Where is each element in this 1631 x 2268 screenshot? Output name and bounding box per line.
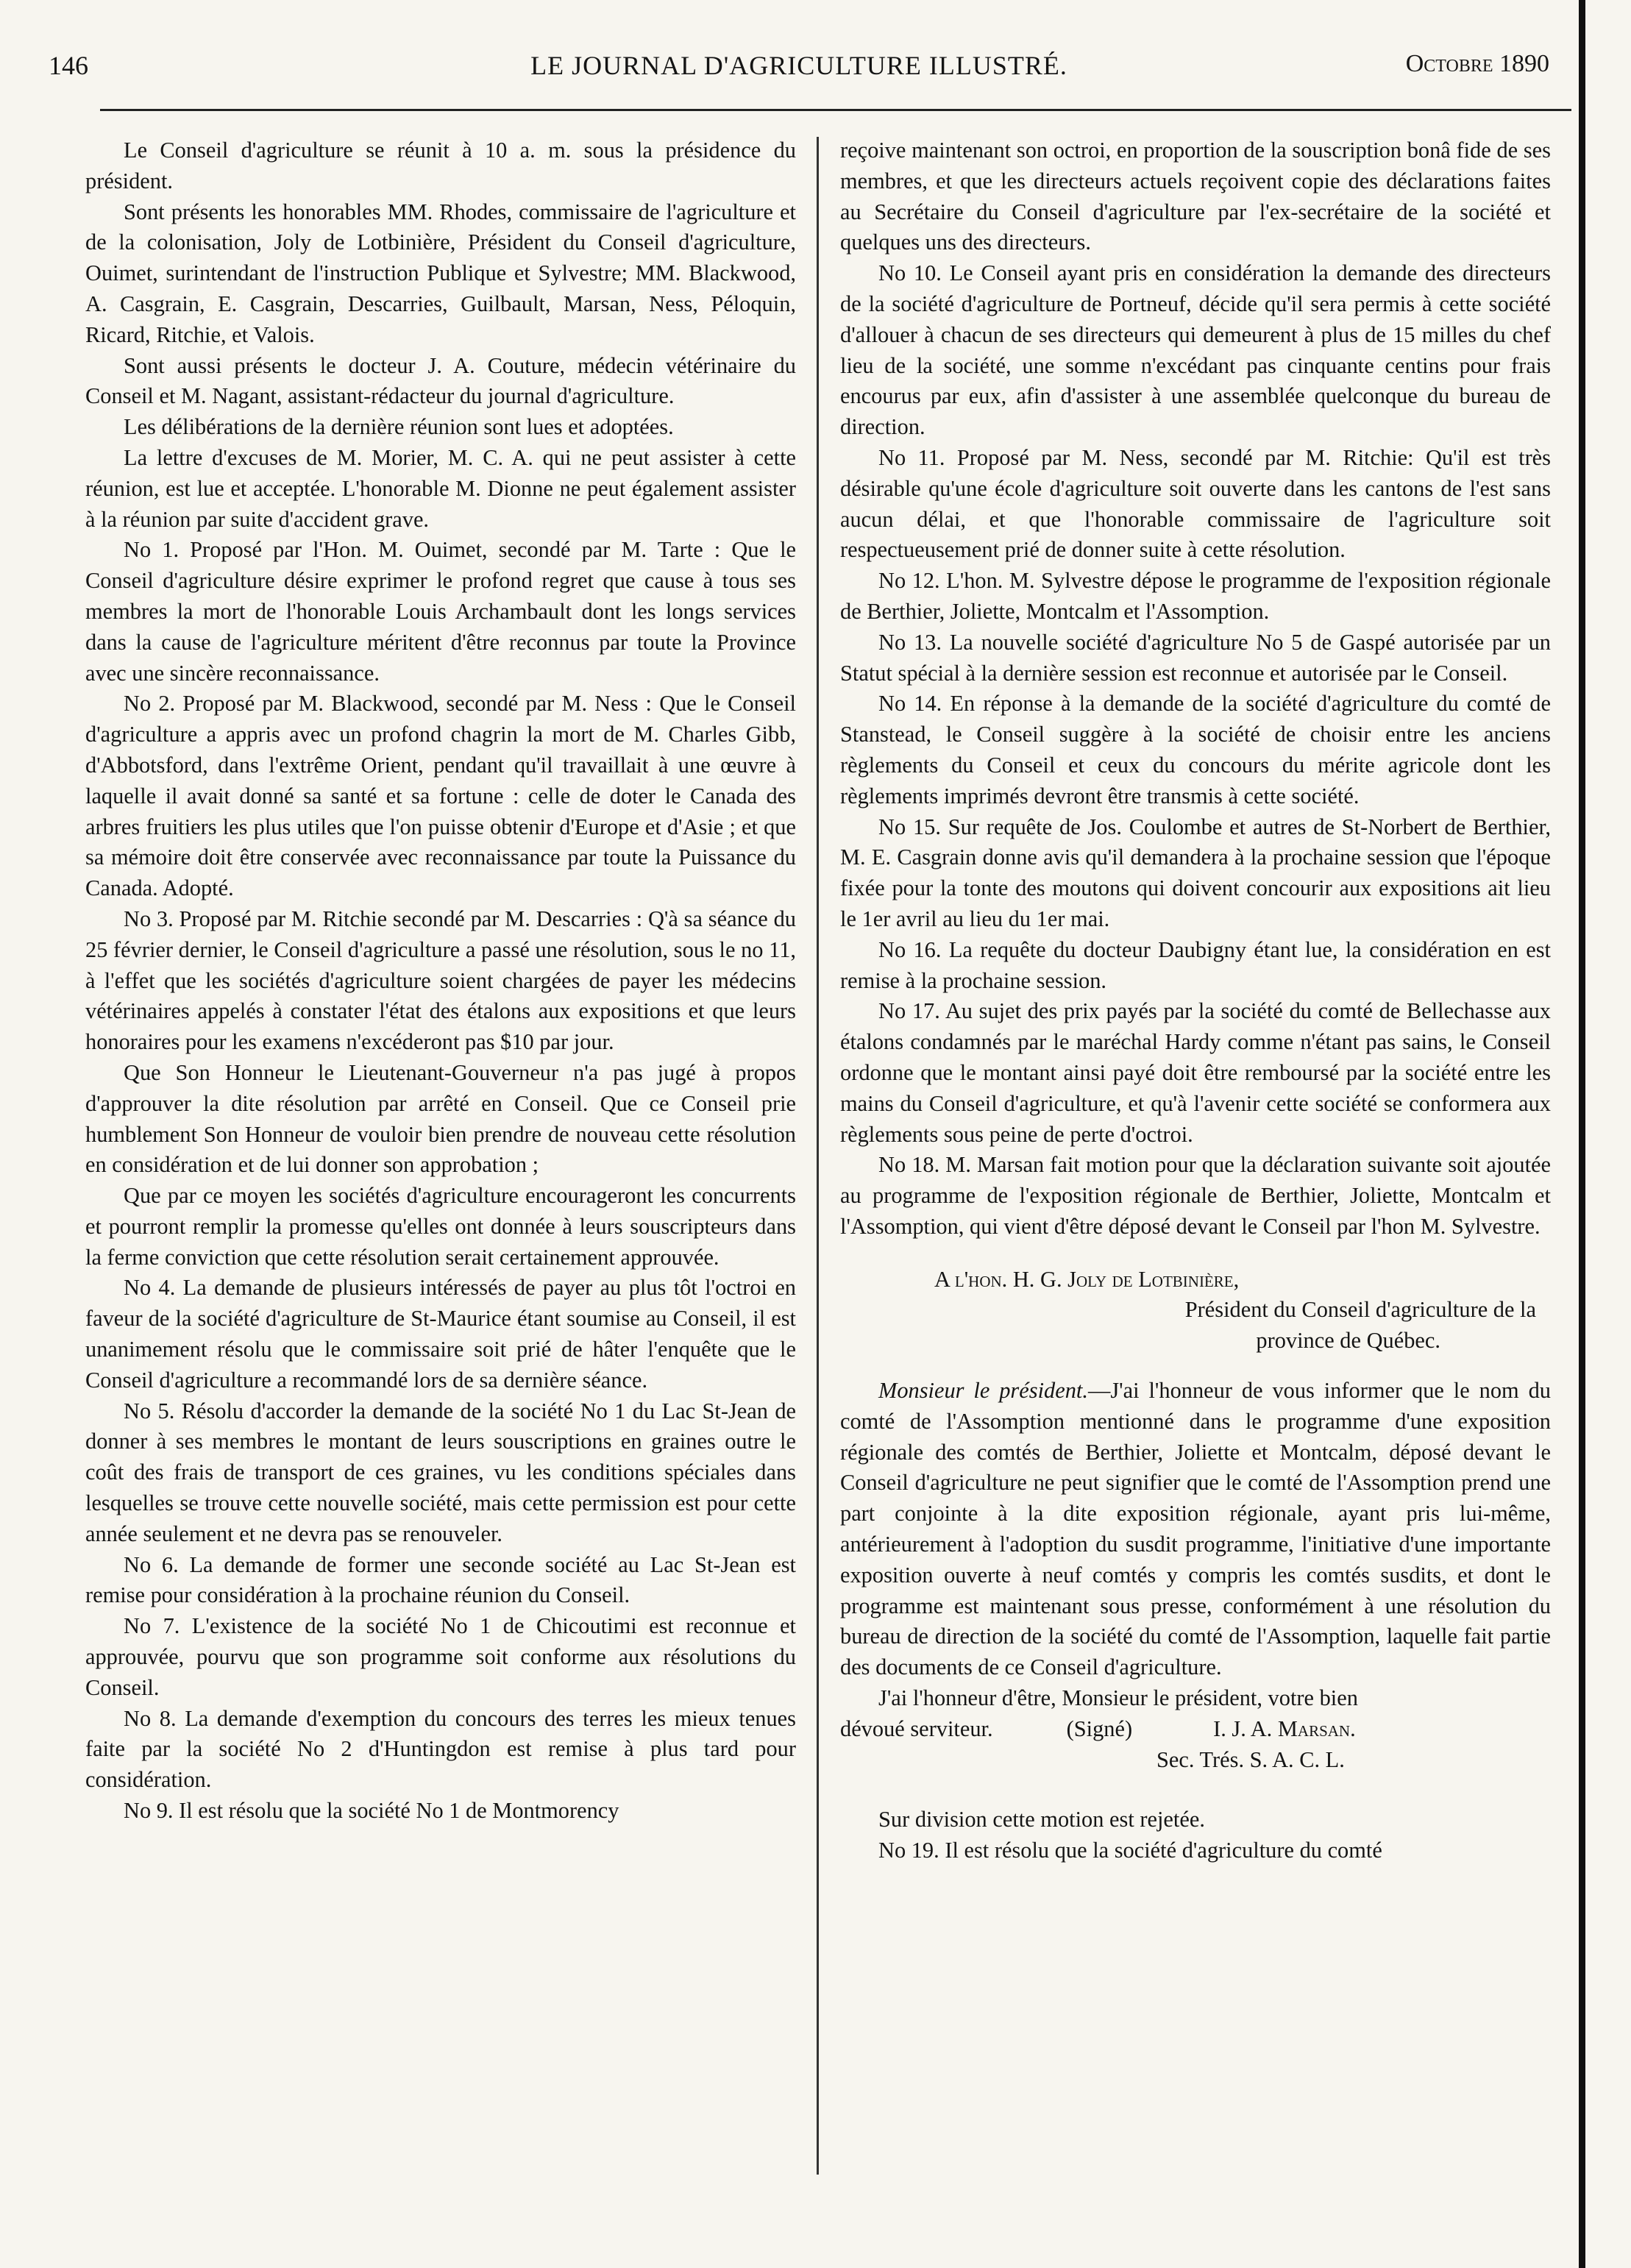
- paragraph: No 17. Au sujet des prix payés par la société du comté de Bellechasse aux étalons condamnés par le maréchal Hardy comme n'étant pas sains, le Conseil ordonne que le montant ainsi payé doit être remboursé par la société entre les mains du Conseil d'agriculture, et qu'à l'avenir cette société se conformera aux règlements sous peine de perte d'octroi.: [840, 998, 1551, 1147]
- letter-text: —J'ai l'honneur de vous informer que le nom du comté de l'Assomption mentionné dans le programme d'une exposition régionale des comtés de Berthier, Joliette et Montcalm, déposé devant le Conseil d'agriculture ne peut signifier que le comté de l'Assomption prend une part conjointe à la dite exposition régionale, ayant pris lui-même, antérieurement à l'adoption du susdit programme, l'initiative d'une importante exposition ouverte à neuf comtés y compris les comtés susdits, et dont le programme est maintenant sous presse, conformément à une résolution du bureau de direction de la société du comté de l'Assomption, laquelle fait partie des documents de ce Conseil d'agriculture.: [840, 1378, 1551, 1680]
- letter-address: [840, 1265, 1551, 1357]
- paragraph: No 4. La demande de plusieurs intéressés de payer au plus tôt l'octroi en faveur de la société d'agriculture de St-Maurice étant soumise au Conseil, il est unanimement résolu que le commissaire soit prié de hâter l'enquête que le Conseil d'agriculture a recommandé lors de sa dernière séance.: [85, 1275, 796, 1393]
- paragraph: No 12. L'hon. M. Sylvestre dépose le programme de l'exposition régionale de Berthier, Joliette, Montcalm et l'Assomption.: [840, 568, 1551, 624]
- paragraph: No 14. En réponse à la demande de la société d'agriculture du comté de Stanstead, le Conseil suggère à la société de choisir entre les anciens règlements du Conseil et ceux du concours du mérite agricole dont les règlements imprimés devront être transmis à cette société.: [840, 691, 1551, 808]
- address-province: province de Québec.: [1256, 1328, 1440, 1354]
- paragraph: Sont aussi présents le docteur J. A. Couture, médecin vétérinaire du Conseil et M. Nagant, assistant-rédacteur du journal d'agriculture.: [85, 352, 796, 409]
- paragraph: No 7. L'existence de la société No 1 de Chicoutimi est reconnue et approuvée, pourvu que son programme soit conforme aux résolutions du Conseil.: [85, 1613, 796, 1700]
- paragraph: No 10. Le Conseil ayant pris en considération la demande des directeurs de la société d'agriculture de Portneuf, décide qu'il sera permis à cette société d'allouer à chacun de ses directeurs qui demeurent à plus de 15 milles du chef lieu de la société, une somme n'excédant pas cinquante centins pour frais encourus par eux, afin d'assister à une assemblée quelconque du bureau de direction.: [840, 260, 1551, 440]
- paragraph: Que par ce moyen les sociétés d'agriculture encourageront les concurrents et pourront remplir la promesse qu'elles ont donnée à leurs souscripteurs dans la ferme conviction que cette résolution serait certainement approuvée.: [85, 1183, 796, 1270]
- paragraph: No 15. Sur requête de Jos. Coulombe et autres de St-Norbert de Berthier, M. E. Casgrain donne avis qu'il demandera à la prochaine session que l'époque fixée pour la tonte des moutons qui doivent concourir aux expositions ait lieu le 1er avril au lieu du 1er mai.: [840, 814, 1551, 931]
- page-edge-bar: [1579, 0, 1585, 2268]
- letter-body: [840, 1376, 1551, 1683]
- paragraph: No 6. La demande de former une seconde société au Lac St-Jean est remise pour considération à la prochaine réunion du Conseil.: [85, 1551, 796, 1608]
- page-header: [49, 44, 1549, 88]
- signatory-name: I. J. A. Marsan.: [1213, 1716, 1356, 1741]
- issue-date: Octobre 1890: [1405, 50, 1549, 77]
- paragraph: No 3. Proposé par M. Ritchie secondé par M. Descarries : Q'à sa séance du 25 février dernier, le Conseil d'agriculture a passé une résolution, sous le no 11, à l'effet que les sociétés d'agriculture soient chargées de payer les médecins vétérinaires appelés à constater l'état des étalons aux expositions et que leurs honoraires pour les examens n'excéderont pas $10 par jour.: [85, 906, 796, 1055]
- signatory-title: Sec. Trés. S. A. C. L.: [1156, 1746, 1345, 1772]
- paragraph: Les délibérations de la dernière réunion sont lues et adoptées.: [124, 414, 674, 440]
- signature-block: [840, 1683, 1551, 1775]
- paragraph: reçoive maintenant son octroi, en proportion de la souscription bonâ fide de ses membres, et que les directeurs actuels reçoivent copie des déclarations faites au Secrétaire du Conseil d'agriculture par l'ex-secrétaire de la société et quelques uns des directeurs.: [840, 138, 1551, 255]
- paragraph: Le Conseil d'agriculture se réunit à 10 a. m. sous la présidence du président.: [85, 138, 796, 193]
- spacer: [840, 1775, 1551, 1805]
- address-recipient: A l'hon. H. G. Joly de Lotbinière,: [934, 1266, 1240, 1292]
- paragraph: No 1. Proposé par l'Hon. M. Ouimet, secondé par M. Tarte : Que le Conseil d'agriculture désire exprimer le profond regret que cause à tous ses membres la mort de l'honorable Louis Archambault dont les longs services dans la cause de l'agriculture méritent d'être reconnus par toute la Province avec une sincère reconnaissance.: [85, 537, 796, 686]
- paragraph: Sur division cette motion est rejetée.: [878, 1807, 1205, 1832]
- header-rule: [100, 109, 1571, 111]
- paragraph: Que Son Honneur le Lieutenant-Gouverneur n'a pas jugé à propos d'approuver la dite résolution par arrêté en Conseil. Que ce Conseil prie humblement Son Honneur de vouloir bien prendre de nouveau cette résolution en considération et de lui donner son approbation ;: [85, 1059, 796, 1178]
- paragraph: No 9. Il est résolu que la société No 1 de Montmorency: [124, 1798, 619, 1824]
- closing-servant: dévoué serviteur.: [840, 1716, 993, 1741]
- address-title: Président du Conseil d'agriculture de la: [1184, 1297, 1536, 1323]
- paragraph: No 19. Il est résolu que la société d'agriculture du comté: [878, 1838, 1382, 1863]
- paragraph: No 16. La requête du docteur Daubigny étant lue, la considération en est remise à la prochaine session.: [840, 936, 1551, 993]
- paragraph: No 13. La nouvelle société d'agriculture No 5 de Gaspé autorisée par un Statut spécial à la dernière session est reconnue et autorisée par le Conseil.: [840, 629, 1551, 686]
- page-number: 146: [49, 51, 88, 80]
- paragraph: No 11. Proposé par M. Ness, secondé par M. Ritchie: Qu'il est très désirable qu'une école d'agriculture soit ouverte dans les cantons de l'est sans aucun délai, et que l'honorable commissaire de l'agriculture soit respectueusement prié de donner suite à cette résolution.: [840, 444, 1551, 563]
- right-column: [840, 135, 1551, 1866]
- signed-mark: (Signé): [1066, 1716, 1133, 1741]
- letter-salutation: Monsieur le président.: [878, 1378, 1088, 1404]
- column-divider: [817, 137, 819, 2175]
- journal-title: LE JOURNAL D'AGRICULTURE ILLUSTRÉ.: [530, 51, 1067, 80]
- signature-line: [840, 1714, 1551, 1745]
- paragraph: No 2. Proposé par M. Blackwood, secondé par M. Ness : Que le Conseil d'agriculture a appris avec un profond chagrin la mort de M. Charles Gibb, d'Abbotsford, dans l'extrême Orient, pendant qu'il travaillait à une œuvre à laquelle il avait donné sa santé et sa fortune : celle de doter le Canada des arbres fruitiers les plus utiles que l'on puisse obtenir d'Europe et d'Asie ; et que sa mémoire doit être conservée avec reconnaissance par toute la Puissance du Canada. Adopté.: [85, 691, 796, 901]
- paragraph: La lettre d'excuses de M. Morier, M. C. A. qui ne peut assister à cette réunion, est lue et acceptée. L'honorable M. Dionne ne peut également assister à la réunion par suite d'accident grave.: [85, 444, 796, 532]
- left-column: [85, 135, 796, 1827]
- closing-line: J'ai l'honneur d'être, Monsieur le président, votre bien: [878, 1685, 1358, 1711]
- paragraph: Sont présents les honorables MM. Rhodes, commissaire de l'agriculture et de la colonisation, Joly de Lotbinière, Président du Conseil d'agriculture, Ouimet, surintendant de l'instruction Publique et Sylvestre; MM. Blackwood, A. Casgrain, E. Casgrain, Descarries, Guilbault, Marsan, Ness, Péloquin, Ricard, Ritchie, et Valois.: [85, 199, 796, 347]
- paragraph: No 18. M. Marsan fait motion pour que la déclaration suivante soit ajoutée au programme de l'exposition régionale de Berthier, Joliette, Montcalm et l'Assomption, qui vient d'être déposé devant le Conseil par l'hon M. Sylvestre.: [840, 1152, 1551, 1239]
- paragraph: No 5. Résolu d'accorder la demande de la société No 1 du Lac St-Jean de donner à ses membres le montant de leurs souscriptions en graines outre le coût des frais de transport de ces graines, vu les conditions spéciales dans lesquelles se trouve cette nouvelle société, mais cette permission est pour cette année seulement et ne devra pas se renouveler.: [85, 1398, 796, 1546]
- paragraph: No 8. La demande d'exemption du concours des terres les mieux tenues faite par la société No 2 d'Huntingdon est remise à plus tard pour considération.: [85, 1705, 796, 1793]
